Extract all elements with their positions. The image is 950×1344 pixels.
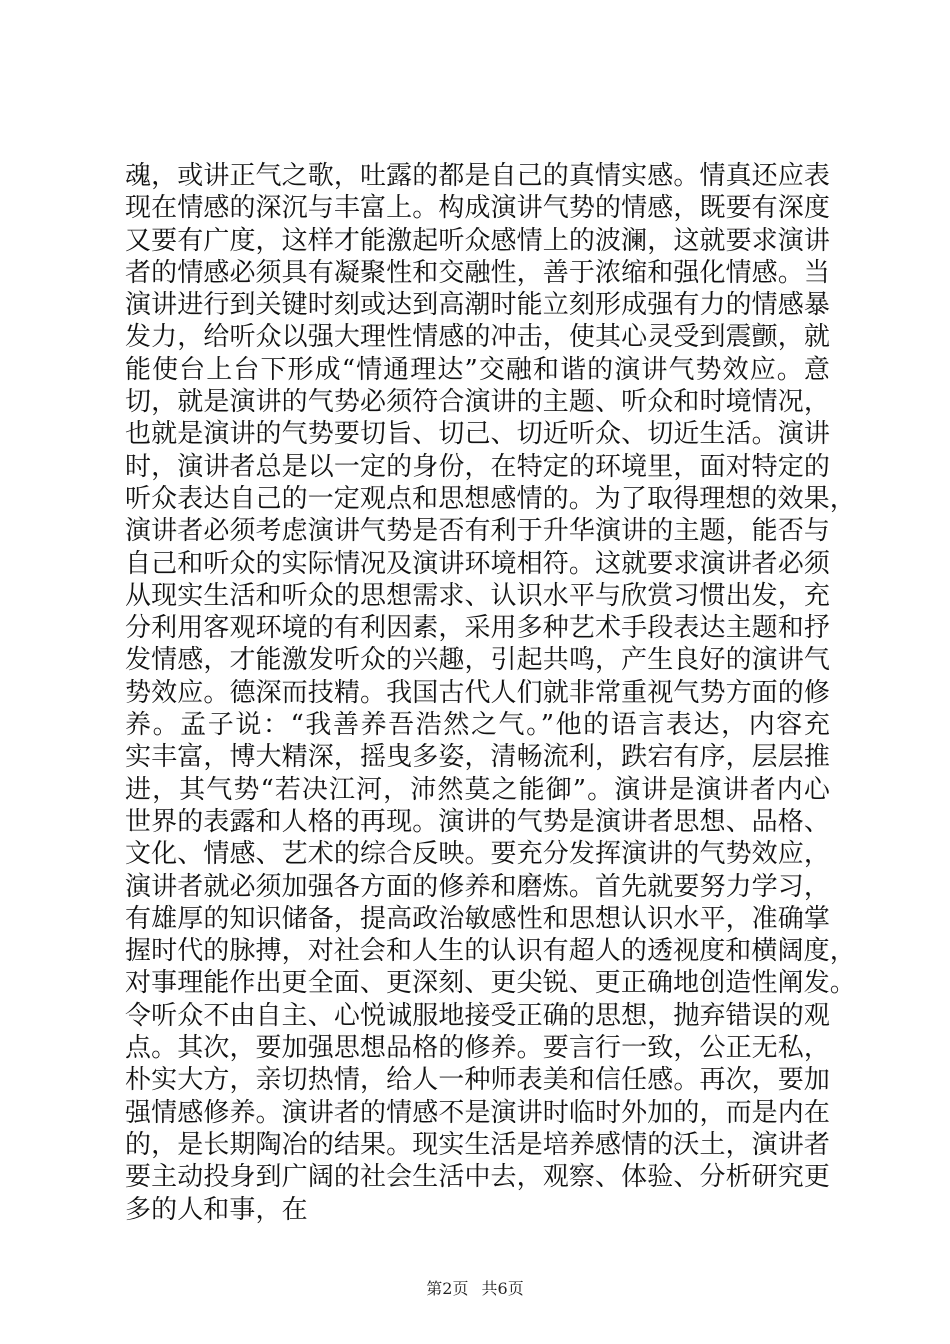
text-line: 演讲进行到关键时刻或达到高潮时能立刻形成强有力的情感暴: [125, 290, 830, 321]
body-text: [125, 160, 856, 1226]
text-line: 有雄厚的知识储备，提高政治敏感性和思想认识水平，准确掌: [125, 903, 830, 934]
text-line: 点。其次，要加强思想品格的修养。要言行一致，公正无私，: [125, 1033, 830, 1064]
text-line: 实丰富，博大精深，摇曳多姿，清畅流利，跌宕有序，层层推: [125, 742, 830, 773]
text-line: 能使台上台下形成“情通理达”交融和谐的演讲气势效应。意: [125, 354, 830, 385]
text-line: 现在情感的深沉与丰富上。构成演讲气势的情感，既要有深度: [125, 193, 830, 224]
text-line: 要主动投身到广阔的社会生活中去，观察、体验、分析研究更: [125, 1162, 830, 1193]
text-line: 强情感修养。演讲者的情感不是演讲时临时外加的，而是内在: [125, 1097, 830, 1128]
text-line: 演讲者就必须加强各方面的修养和磨炼。首先就要努力学习，: [125, 871, 830, 902]
text-line: 切，就是演讲的气势必须符合演讲的主题、听众和时境情况，: [125, 387, 830, 418]
text-line: 朴实大方，亲切热情，给人一种师表美和信任感。再次，要加: [125, 1065, 830, 1096]
text-line: 发情感，才能激发听众的兴趣，引起共鸣，产生良好的演讲气: [125, 645, 830, 676]
text-line: 者的情感必须具有凝聚性和交融性，善于浓缩和强化情感。当: [125, 257, 830, 288]
page-footer: [0, 1276, 950, 1299]
text-line: 文化、情感、艺术的综合反映。要充分发挥演讲的气势效应，: [125, 839, 830, 870]
text-line: 多的人和事，在: [125, 1194, 308, 1225]
text-line: 演讲者必须考虑演讲气势是否有利于升华演讲的主题，能否与: [125, 516, 830, 547]
page-number: 第2页: [426, 1279, 469, 1298]
text-line: 也就是演讲的气势要切旨、切己、切近听众、切近生活。演讲: [125, 419, 830, 450]
text-line: 分利用客观环境的有利因素，采用多种艺术手段表达主题和抒: [125, 613, 830, 644]
text-line: 发力，给听众以强大理性情感的冲击，使其心灵受到震颤，就: [125, 322, 830, 353]
text-line: 握时代的脉搏，对社会和人生的认识有超人的透视度和横阔度，: [125, 936, 856, 967]
text-line: 的，是长期陶冶的结果。现实生活是培养感情的沃土，演讲者: [125, 1129, 830, 1160]
text-line: 对事理能作出更全面、更深刻、更尖锐、更正确地创造性阐发。: [125, 968, 856, 999]
page-total: 共6页: [481, 1279, 524, 1298]
text-line: 时，演讲者总是以一定的身份，在特定的环境里，面对特定的: [125, 451, 830, 482]
text-line: 养。孟子说：“我善养吾浩然之气。”他的语言表达，内容充: [125, 710, 830, 741]
text-line: 又要有广度，这样才能激起听众感情上的波澜，这就要求演讲: [125, 225, 830, 256]
text-line: 魂，或讲正气之歌，吐露的都是自己的真情实感。情真还应表: [125, 161, 830, 191]
text-line: 从现实生活和听众的思想需求、认识水平与欣赏习惯出发，充: [125, 580, 830, 611]
text-line: 世界的表露和人格的再现。演讲的气势是演讲者思想、品格、: [125, 806, 830, 837]
text-line: 听众表达自己的一定观点和思想感情的。为了取得理想的效果，: [125, 483, 856, 514]
text-line: 自己和听众的实际情况及演讲环境相符。这就要求演讲者必须: [125, 548, 830, 579]
text-line: 令听众不由自主、心悦诚服地接受正确的思想，抛弃错误的观: [125, 1000, 830, 1031]
text-line: 势效应。德深而技精。我国古代人们就非常重视气势方面的修: [125, 677, 830, 708]
text-line: 进，其气势“若决江河，沛然莫之能御”。演讲是演讲者内心: [125, 774, 830, 805]
